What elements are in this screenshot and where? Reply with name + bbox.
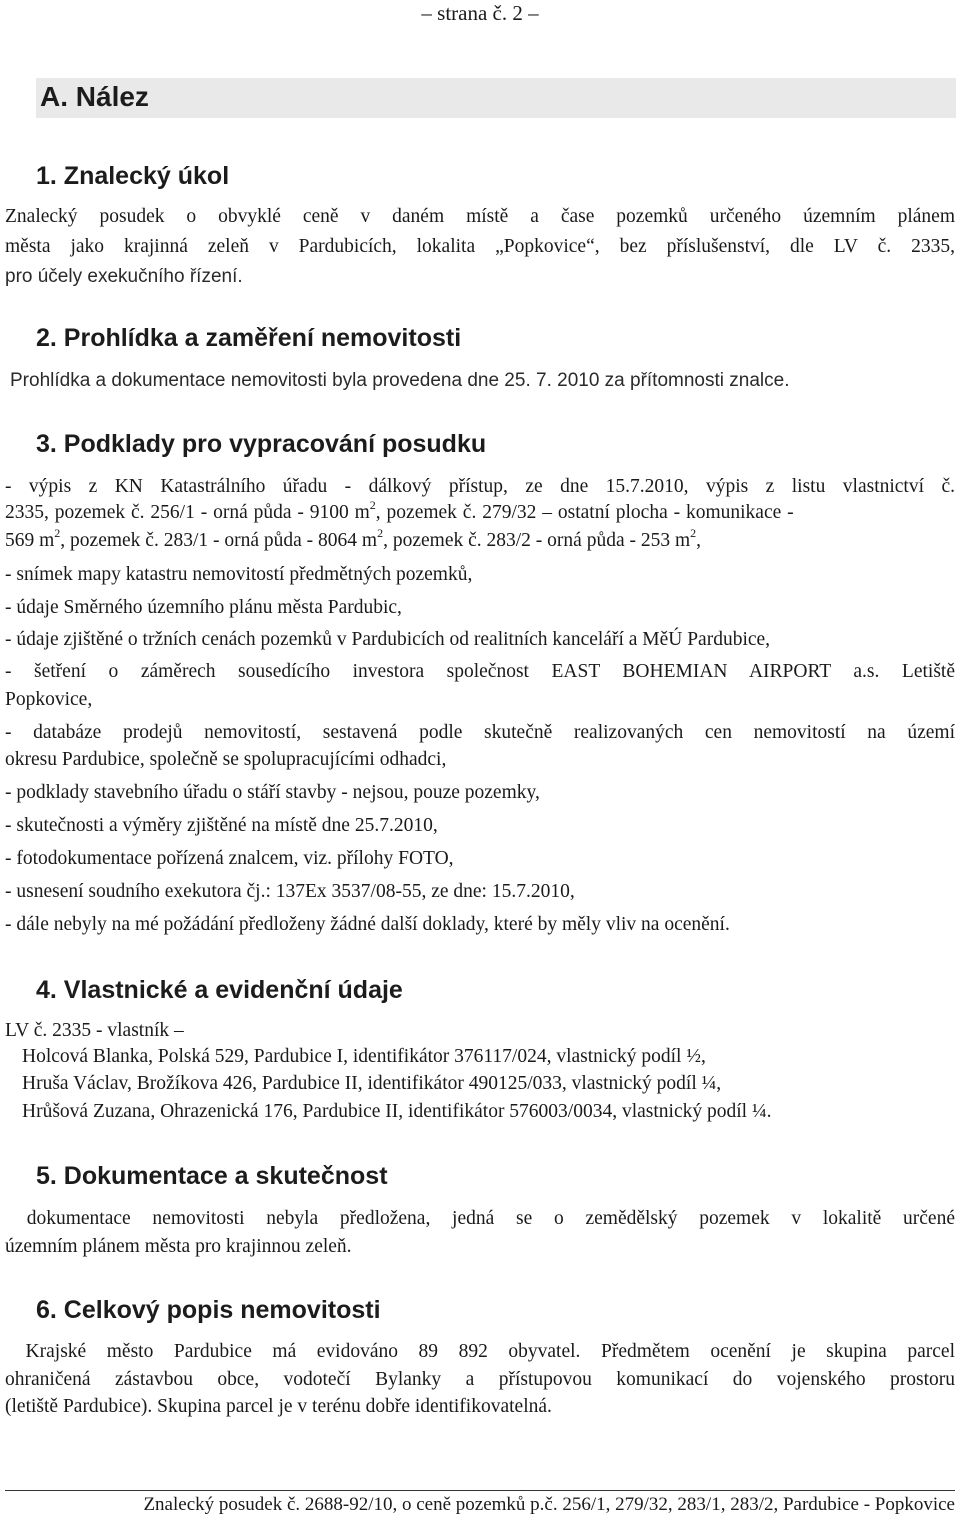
section-6-line-3: (letiště Pardubice). Skupina parcel je v terénu dobře identifikovatelná. [5,1396,552,1417]
section-2-text: Prohlídka a dokumentace nemovitosti byla provedena dne 25. 7. 2010 za přítomnosti znalce. [10,370,790,391]
section-3-line-7: - šetření o záměrech sousedícího investora společnost EAST BOHEMIAN AIRPORT a.s. Letiště [5,661,955,682]
part-title: A. Nález [40,81,149,112]
lv-owner-label: LV č. 2335 - vlastník – [5,1020,184,1041]
section-1-line-1: Znalecký posudek o obvyklé ceně v daném místě a čase pozemků určeného územním plánem [5,206,955,227]
owner-row-2: Hruša Václav, Brožíkova 426, Pardubice II, identifikátor 490125/033, vlastnický podíl ¼, [22,1073,722,1094]
section-3-line-11: - podklady stavebního úřadu o stáří stavby - nejsou, pouze pozemky, [5,782,540,803]
section-3-line-9: - databáze prodejů nemovitostí, sestavená podle skutečně realizovaných cen nemovitostí na území [5,722,955,743]
section-1-line-2: města jako krajinná zeleň v Pardubicích, lokalita „Popkovice“, bez příslušenství, dle LV č. 2335, [5,236,955,257]
section-3-line-3: 569 $m^2$, pozemek č. 283/1 - orná půda - 8064 $m^2$, pozemek č. 283/2 - orná půda - 253 $m^2$, [5,526,702,551]
section-3-line-13: - fotodokumentace pořízená znalcem, viz. přílohy FOTO, [5,848,454,869]
section-3-line-12: - skutečnosti a výměry zjištěné na místě dne 25.7.2010, [5,815,438,836]
section-5-heading: 5. Dokumentace a skutečnost [36,1162,388,1190]
section-2-heading: 2. Prohlídka a zaměření nemovitosti [36,324,462,352]
section-3-line-1: - výpis z KN Katastrálního úřadu - dálkový přístup, ze dne 15.7.2010, výpis z listu vlastnictví č. [5,476,955,497]
section-5-line-1: dokumentace nemovitosti nebyla předložena, jedná se o zemědělský pozemek v lokalitě určené [5,1208,955,1229]
section-3-line-10: okresu Pardubice, společně se spolupracujícími odhadci, [5,749,447,770]
section-3-line-2: 2335, pozemek č. 256/1 - orná půda - 9100 $m^2$, pozemek č. 279/32 – ostatní plocha - komunikace - [5,498,794,523]
section-6-heading: 6. Celkový popis nemovitosti [36,1296,381,1324]
part-title-band [36,78,956,118]
owner-row-1: Holcová Blanka, Polská 529, Pardubice I, identifikátor 376117/024, vlastnický podíl ½, [22,1046,706,1067]
section-5-line-2: územním plánem města pro krajinnou zeleň. [5,1236,352,1257]
section-6-line-2: ohraničená zástavbou obce, vodotečí Bylanky a přístupovou komunikací do vojenského prostoru [5,1369,955,1390]
section-3-line-14: - usnesení soudního exekutora čj.: 137Ex 3537/08-55, ze dne: 15.7.2010, [5,881,575,902]
owner-row-3: Hrůšová Zuzana, Ohrazenická 176, Pardubice II, identifikátor 576003/0034, vlastnický podíl ¼. [22,1101,772,1122]
section-4-heading: 4. Vlastnické a evidenční údaje [36,976,403,1004]
section-3-heading: 3. Podklady pro vypracování posudku [36,430,487,458]
page-footer: Znalecký posudek č. 2688-92/10, o ceně pozemků p.č. 256/1, 279/32, 283/1, 283/2, Pardubice - Popkovice [143,1494,955,1515]
section-3-line-6: - údaje zjištěné o tržních cenách pozemků v Pardubicích od realitních kanceláří a MěÚ Pardubice, [5,629,771,650]
section-1-heading: 1. Znalecký úkol [36,162,230,190]
section-6-line-1: Krajské město Pardubice má evidováno 89 892 obyvatel. Předmětem ocenění je skupina parcel [5,1341,955,1362]
section-1-line-3: pro účely exekučního řízení. [5,266,243,287]
page-number-header: – strana č. 2 – [421,1,539,25]
section-3-line-8: Popkovice, [5,689,93,710]
section-3-line-5: - údaje Směrného územního plánu města Pardubic, [5,597,402,618]
footer-divider [5,1490,955,1491]
section-3-line-15: - dále nebyly na mé požádání předloženy žádné další doklady, které by měly vliv na ocenění. [5,914,730,935]
section-3-line-4: - snímek mapy katastru nemovitostí předmětných pozemků, [5,564,473,585]
